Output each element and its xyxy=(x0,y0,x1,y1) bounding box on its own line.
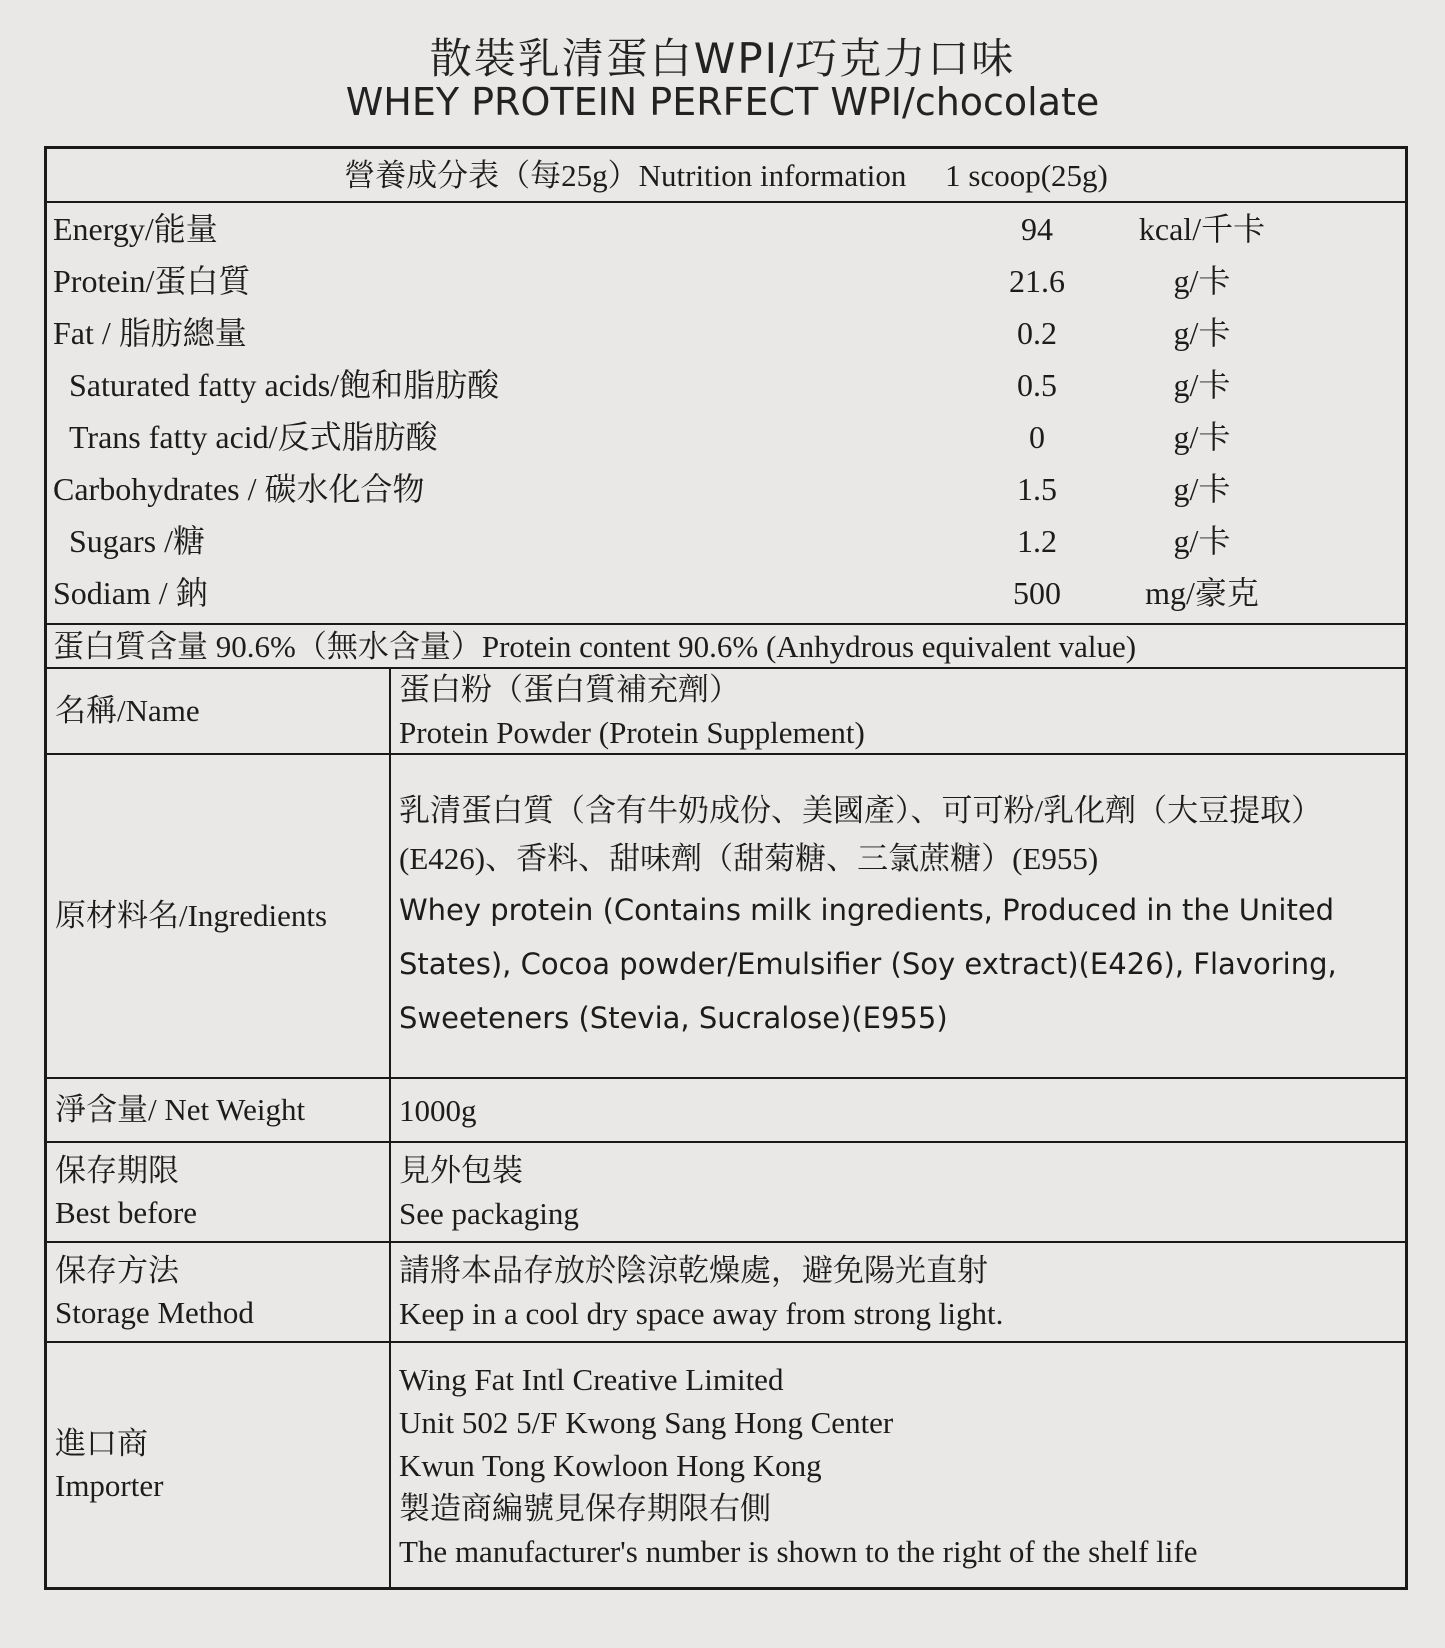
nutrition-row-protein xyxy=(47,255,1405,307)
label-en: Storage Method xyxy=(55,1295,254,1330)
nutrient-value: 1.2 xyxy=(1017,523,1057,559)
label-text: 原材料名/Ingredients xyxy=(55,898,328,933)
product-name-row xyxy=(47,669,1405,755)
nutrient-name: Saturated fatty acids/飽和脂肪酸 xyxy=(69,367,500,403)
nutrient-unit: g/卡 xyxy=(1173,367,1231,403)
nutrient-unit: g/卡 xyxy=(1173,471,1231,507)
ingredients-row xyxy=(47,755,1405,1079)
name-value-zh: 蛋白粉（蛋白質補充劑） xyxy=(399,672,740,707)
nutrient-value: 0.5 xyxy=(1017,367,1057,403)
label-zh: 保存期限 xyxy=(55,1153,179,1188)
ingredients-en-line: Sweeteners (Stevia, Sucralose)(E955) xyxy=(399,1001,948,1035)
label-en: Importer xyxy=(55,1468,164,1503)
importer-line: Unit 502 5/F Kwong Sang Hong Center xyxy=(399,1404,894,1440)
nutrient-value: 21.6 xyxy=(1009,263,1065,299)
nutrient-value: 500 xyxy=(1013,575,1061,611)
nutrient-name: Trans fatty acid/反式脂肪酸 xyxy=(69,419,438,455)
nutrient-value: 0 xyxy=(1029,419,1045,455)
label-en: Best before xyxy=(55,1195,198,1230)
ingredients-zh-line: 乳清蛋白質（含有牛奶成份、美國產）、可可粉/乳化劑（大豆提取） xyxy=(399,793,1323,828)
value-zh: 請將本品存放於陰涼乾燥處，避免陽光直射 xyxy=(399,1253,988,1288)
nutrition-header: 營養成分表（每25g）Nutrition information 1 scoop(25g) xyxy=(47,149,1405,203)
label-zh: 保存方法 xyxy=(55,1253,179,1288)
product-name-label xyxy=(47,669,391,753)
product-title-chinese: 散裝乳清蛋白WPI/巧克力口味 xyxy=(429,34,1016,83)
nutrition-row-sodium xyxy=(47,567,1405,619)
nutrition-row-sugars xyxy=(47,515,1405,567)
nutrition-facts-block xyxy=(47,203,1405,625)
storage-label xyxy=(47,1243,391,1341)
nutrition-row-fat xyxy=(47,307,1405,359)
nutrition-row-energy xyxy=(47,203,1405,255)
ingredients-label xyxy=(47,755,391,1077)
nutrient-value: 94 xyxy=(1021,211,1053,247)
importer-line: Kwun Tong Kowloon Hong Kong xyxy=(399,1447,822,1483)
nutrient-unit: g/卡 xyxy=(1173,263,1231,299)
nutrient-name: Carbohydrates / 碳水化合物 xyxy=(53,471,425,507)
nutrient-value: 1.5 xyxy=(1017,471,1057,507)
ingredients-en-line: Whey protein (Contains milk ingredients, Produced in the United xyxy=(399,893,1335,927)
name-value-en: Protein Powder (Protein Supplement) xyxy=(399,715,865,750)
nutrient-name: Protein/蛋白質 xyxy=(53,263,251,299)
nutrient-unit: g/卡 xyxy=(1173,523,1231,559)
value-en: See packaging xyxy=(399,1196,579,1231)
product-name-value xyxy=(391,669,1405,753)
label-zh: 進口商 xyxy=(55,1426,148,1461)
importer-line: 製造商編號見保存期限右側 xyxy=(399,1490,771,1526)
importer-row xyxy=(47,1343,1405,1587)
importer-line: Wing Fat Intl Creative Limited xyxy=(399,1361,784,1397)
best-before-label xyxy=(47,1143,391,1241)
nutrient-unit: kcal/千卡 xyxy=(1138,211,1266,247)
net-weight-row xyxy=(47,1079,1405,1143)
importer-value xyxy=(391,1343,1405,1587)
net-weight-label xyxy=(47,1079,391,1141)
protein-content-row: 蛋白質含量 90.6%（無水含量）Protein content 90.6% (Anhydrous equivalent value) xyxy=(47,625,1405,669)
nutrient-name: Sugars /糖 xyxy=(69,523,206,559)
nutrient-unit: mg/豪克 xyxy=(1145,575,1259,611)
ingredients-en-line: States), Cocoa powder/Emulsifier (Soy extract)(E426), Flavoring, xyxy=(399,947,1337,981)
nutrition-row-saturated-fat xyxy=(47,359,1405,411)
value-zh: 見外包裝 xyxy=(399,1153,523,1188)
label-text: 淨含量/ Net Weight xyxy=(55,1092,306,1127)
best-before-value xyxy=(391,1143,1405,1241)
storage-row xyxy=(47,1243,1405,1343)
nutrition-row-carbohydrates xyxy=(47,463,1405,515)
nutrition-label-table xyxy=(44,146,1408,1590)
net-weight-value xyxy=(391,1079,1405,1141)
nutrient-name: Energy/能量 xyxy=(53,211,218,247)
product-title-english: WHEY PROTEIN PERFECT WPI/chocolate xyxy=(345,80,1100,124)
nutrient-name: Fat / 脂肪總量 xyxy=(53,315,247,351)
ingredients-zh-line: (E426)、香料、甜味劑（甜菊糖、三氯蔗糖）(E955) xyxy=(399,841,1099,876)
nutrient-value: 0.2 xyxy=(1017,315,1057,351)
nutrient-unit: g/卡 xyxy=(1173,419,1231,455)
ingredients-value xyxy=(391,755,1405,1077)
nutrient-name: Sodiam / 鈉 xyxy=(53,575,208,611)
label-text: 名稱/Name xyxy=(55,693,200,728)
value-en: Keep in a cool dry space away from strong light. xyxy=(399,1296,1004,1331)
importer-label xyxy=(47,1343,391,1587)
nutrition-row-trans-fat xyxy=(47,411,1405,463)
best-before-row xyxy=(47,1143,1405,1243)
importer-line: The manufacturer's number is shown to the right of the shelf life xyxy=(399,1533,1198,1569)
nutrient-unit: g/卡 xyxy=(1173,315,1231,351)
storage-value xyxy=(391,1243,1405,1341)
value-text: 1000g xyxy=(399,1092,477,1128)
